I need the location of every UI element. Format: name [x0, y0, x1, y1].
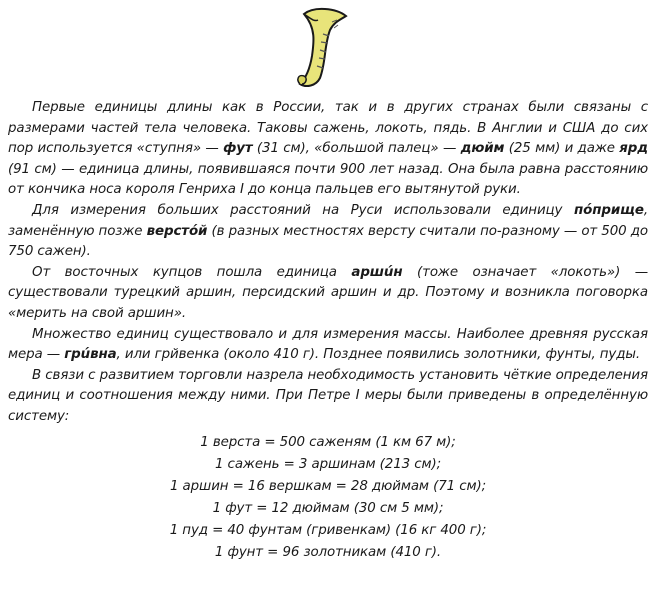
- term: аршúн: [351, 264, 403, 280]
- paragraphs: [8, 98, 648, 428]
- equation-line: 1 пуд = 40 фунтам (гривенкам) (16 кг 400 г);: [169, 522, 487, 538]
- text-segment: (тоже означает «локоть») — существовали турецкий аршин, персидский аршин и др. Поэтому и возникла поговорка «мерить на свой аршин».: [8, 264, 648, 321]
- scroll-illustration: [290, 4, 360, 92]
- equation-line: 1 фут = 12 дюймам (30 см 5 мм);: [212, 500, 444, 516]
- text-segment: В связи с развитием торговли назрела необходимость установить чёткие определения единиц и соотношения между ними. При Петре I меры были приведены в определённую систему:: [8, 367, 648, 424]
- paragraph: [8, 366, 648, 428]
- equation-line: 1 верста = 500 саженям (1 км 67 м);: [200, 434, 456, 450]
- term: ярд: [619, 141, 648, 157]
- text-segment: Первые единицы длины как в России, так и в других странах были связаны с размерами частей тела человека. Таковы сажень, локоть, пядь. В Англии и США до сих пор используется «ступня» —: [8, 100, 648, 157]
- equation-line: 1 фунт = 96 золотникам (410 г).: [214, 544, 442, 560]
- equation-line: 1 аршин = 16 вершкам = 28 дюймам (71 см);: [169, 478, 487, 494]
- paragraph: [8, 263, 648, 325]
- text-segment: От восточных купцов пошла единица: [32, 264, 352, 280]
- paragraph: [8, 325, 648, 366]
- text-segment: , или грйвенка (около 410 г). Позднее появились золотники, фунты, пуды.: [116, 347, 641, 363]
- text-segment: (31 см), «большой палец» —: [252, 141, 461, 157]
- text-segment: (25 мм) и даже: [504, 141, 620, 157]
- term: верстóй: [146, 223, 208, 239]
- term: грúвна: [64, 347, 117, 363]
- term: фут: [223, 141, 253, 157]
- paragraph: [8, 201, 648, 263]
- text-segment: , заменённую позже: [8, 202, 648, 239]
- text-segment: Для измерения больших расстояний на Руси использовали единицу: [32, 202, 574, 218]
- term: дюйм: [460, 141, 505, 157]
- text-segment: Множество единиц существовало и для измерения массы. Наиболее древняя русская мера —: [8, 326, 648, 363]
- paragraph: [8, 98, 648, 201]
- scroll-icon: [290, 4, 360, 92]
- document-body: [8, 98, 648, 564]
- equation-list: [8, 432, 648, 564]
- equation-line: 1 сажень = 3 аршинам (213 см);: [214, 456, 442, 472]
- text-segment: (в разных местностях версту считали по-разному — от 500 до 750 сажен).: [8, 223, 648, 260]
- text-segment: (91 см) — единица длины, появившаяся почти 900 лет назад. Она была равна расстоянию от кончика носа короля Генриха I до конца пальцев его вытянутой руки.: [8, 161, 648, 198]
- term: пóприще: [573, 202, 644, 218]
